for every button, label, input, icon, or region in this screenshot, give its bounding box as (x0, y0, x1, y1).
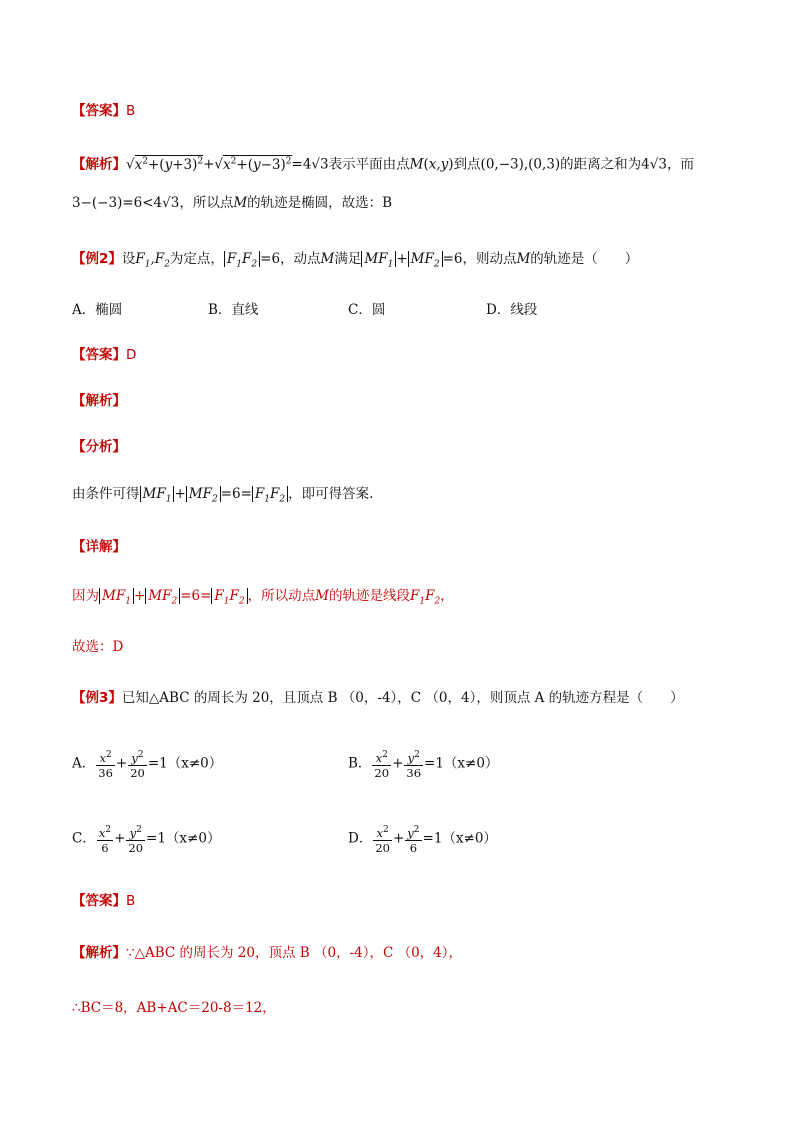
analysis-tag: 【解析】 (72, 393, 126, 409)
ex3-answer-line (72, 891, 135, 911)
q-part5: =6，则动点 (442, 251, 517, 267)
fenxi-tag: 【分析】 (72, 439, 126, 455)
ex2-xiangjie-tag (72, 537, 126, 557)
ex1-analysis-line2 (72, 193, 392, 213)
xj-text5: ， (440, 588, 454, 604)
abs-f1f2: $F_1F_2$ (211, 588, 247, 604)
fraction-x: $\frac{x^2}{36}$ (98, 750, 113, 780)
point-m-expr: M(x,y) (409, 156, 454, 173)
option-b: B． $\frac{x^2}{20}$ + $\frac{y^2}{36}$ =1（x≠0） (348, 750, 499, 780)
q-part1: 设 (121, 251, 136, 267)
foci: $F_1,F_2$ (135, 251, 170, 270)
question-text: 已知△ABC 的周长为 20，且顶点 B （0，-4），C （0，4），则顶点 A 的轨迹方程是（ ） (121, 690, 684, 706)
abs-mf2: $MF_2$ (145, 588, 180, 604)
answer-value: D (126, 347, 137, 363)
denominator-b: 20 (130, 765, 145, 780)
ex2-question: 【例2】设$F_1,F_2$为定点， $F_1F_2 =6$，动点M满足 $MF_1 + MF_2 =6$，则动点M的轨迹是（ ） (72, 251, 639, 270)
example-tag: 【例3】 (72, 690, 122, 706)
denominator-b: 20 (128, 840, 144, 855)
sqrt-expression: $√x^2+(y+3)^2+√x^2+(y-3)^2$ (126, 156, 292, 173)
answer-value: B (126, 103, 136, 119)
denominator-a: 20 (374, 765, 390, 780)
option-b: B．直线 (208, 302, 259, 318)
q-part6: 的轨迹是（ ） (530, 251, 639, 267)
fraction-y: $\frac{y^2}{20}$ (130, 750, 145, 780)
ex2-fenxi-text: 由条件可得 $MF_1 + MF_2 =6= F_1F_2$ ，即可得答案. (72, 486, 374, 505)
option-c: C．圆 (348, 302, 386, 318)
answer-tag: 【答案】 (72, 347, 126, 363)
analysis-line2: 3−(−3)=6<4√3，所以点 (72, 195, 234, 211)
ex2-analysis-tag (72, 391, 126, 411)
fraction-y: $\frac{y^2}{6}$ (407, 825, 420, 855)
abs-mf2: $MF_2$ (186, 486, 221, 502)
answer-tag: 【答案】 (72, 893, 126, 909)
analysis-text1: 表示平面由点 (328, 156, 410, 173)
q-part4: 满足 (334, 251, 362, 267)
ex3-analysis-line1 (72, 943, 462, 963)
denominator-b: 6 (409, 840, 418, 855)
fraction-x: $\frac{x^2}{6}$ (98, 825, 112, 855)
option-c: C． $\frac{x^2}{6}$ + $\frac{y^2}{20}$ =1（x≠0） (72, 825, 221, 855)
option-letter: D． (348, 830, 373, 847)
ex2-xiangjie-text: 因为 $MF_1 + MF_2 =6= F_1F_2$ ，所以动点M的轨迹是线段$F_1F_2$， (72, 588, 454, 607)
abs-mf1: $MF_1$ (99, 588, 134, 604)
point-m: M (320, 251, 335, 267)
q-part2: 为定点， (169, 251, 224, 267)
option-cond: =1（x≠0） (424, 755, 499, 772)
fraction-x: $\frac{x^2}{20}$ (374, 750, 390, 780)
xj-text1: 因为 (72, 588, 99, 604)
analysis-line1: ∵△ABC 的周长为 20，顶点 B （0，-4），C （0，4）， (126, 945, 463, 961)
option-a: A．椭圆 (72, 302, 123, 318)
xj-text3: ，所以动点 (247, 588, 316, 604)
xiangjie-tag: 【详解】 (72, 539, 126, 555)
fenxi-text3: ，即可得答案. (288, 486, 374, 502)
option-a: A． $\frac{x^2}{36}$ + $\frac{y^2}{20}$ =1（x≠0） (72, 750, 223, 780)
fenxi-text1: 由条件可得 (72, 486, 140, 502)
abs-mf1: $MF_1$ (361, 251, 396, 267)
answer-tag: 【答案】 (72, 103, 126, 119)
option-cond: =1（x≠0） (147, 755, 223, 772)
denominator-a: 6 (101, 840, 109, 855)
abs-f1f2: $F_1F_2$ (224, 251, 260, 267)
fraction-x: $\frac{x^2}{20}$ (375, 825, 390, 855)
option-letter: C． (72, 830, 96, 847)
ex2-answer-line (72, 345, 136, 365)
option-letter: A． (72, 755, 96, 772)
xj-text2: =6= (180, 588, 212, 604)
option-d: D． $\frac{x^2}{20}$ + $\frac{y^2}{6}$ =1（x≠0） (348, 825, 497, 855)
q-part3: =6，动点 (260, 251, 321, 267)
fenxi-text2: =6= (220, 486, 252, 502)
option-cond: =1（x≠0） (146, 830, 221, 847)
analysis-eq: =4√3 (291, 156, 329, 173)
fraction-y: $\frac{y^2}{20}$ (128, 825, 144, 855)
denominator-b: 36 (406, 765, 422, 780)
denominator-a: 20 (375, 840, 390, 855)
denominator-a: 36 (98, 765, 113, 780)
ex1-analysis-line1 (72, 151, 694, 175)
option-d: D．线段 (486, 302, 538, 318)
abs-f1f2: $F_1F_2$ (252, 486, 288, 502)
option-cond: =1（x≠0） (422, 830, 497, 847)
example-tag: 【例2】 (72, 251, 122, 267)
ex2-fenxi-tag (72, 437, 126, 457)
point-m: M (516, 251, 531, 267)
ex3-analysis-line2: ∴BC＝8，AB+AC＝20-8＝12， (72, 1000, 276, 1016)
answer-value: B (126, 893, 136, 909)
analysis-tag: 【解析】 (72, 945, 126, 961)
abs-mf1: $MF_1$ (140, 486, 175, 502)
analysis-line2-tail: 的轨迹是椭圆，故选：B (247, 195, 393, 211)
fraction-y: $\frac{y^2}{36}$ (406, 750, 422, 780)
point-m: M (315, 588, 329, 604)
point-m: M (233, 195, 248, 211)
analysis-tag: 【解析】 (72, 156, 126, 173)
xj-text4: 的轨迹是线段 (328, 588, 410, 604)
segment-f1f2: $F_1F_2$ (409, 588, 441, 607)
option-letter: B． (348, 755, 372, 772)
ex1-answer-line (72, 101, 135, 121)
ex3-question-line (72, 688, 684, 708)
analysis-text2: 到点(0,−3),(0,3)的距离之和为4√3，而 (453, 156, 694, 173)
ex2-conclusion: 故选：D (72, 639, 124, 655)
abs-mf2: $MF_2$ (408, 251, 443, 267)
